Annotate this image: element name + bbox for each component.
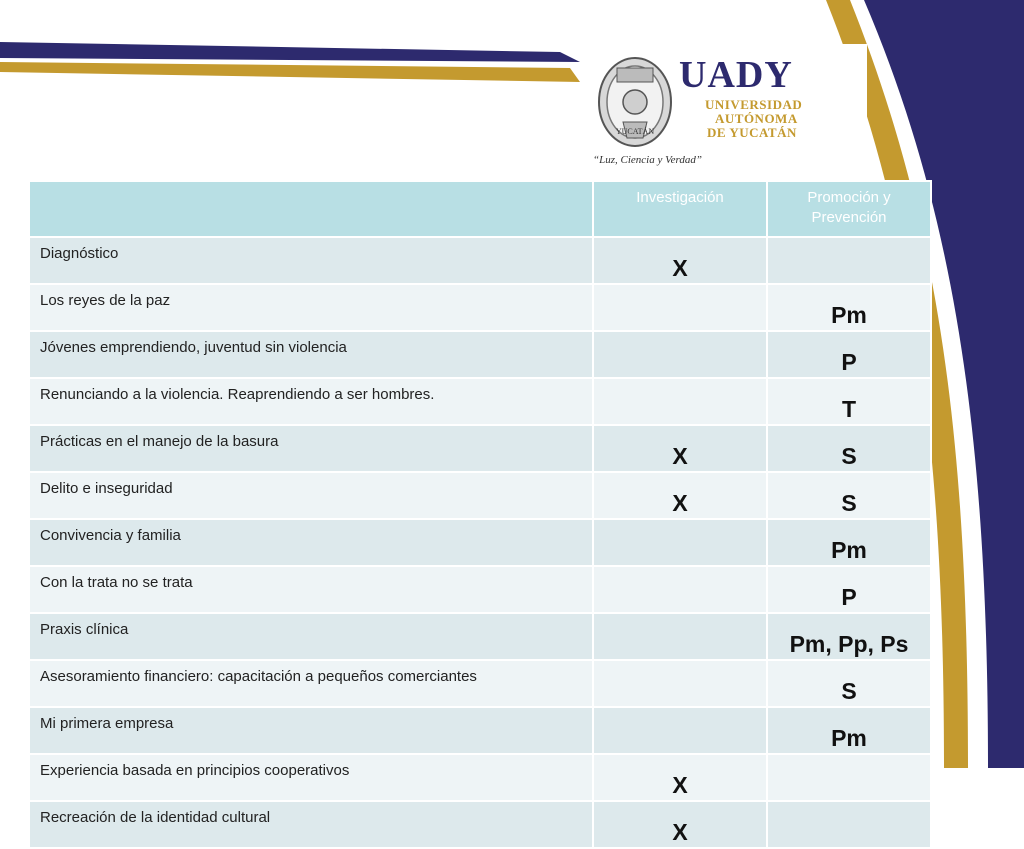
table-row [29, 754, 931, 801]
table-row [29, 801, 931, 848]
actividad-cell: Los reyes de la paz [29, 284, 593, 331]
motto: “Luz, Ciencia y Verdad” [593, 154, 702, 166]
table-row [29, 331, 931, 378]
table-row [29, 660, 931, 707]
actividad-cell: Jóvenes emprendiendo, juventud sin violencia [29, 331, 593, 378]
actividad-cell: Renunciando a la violencia. Reaprendiendo a ser hombres. [29, 378, 593, 425]
university-name-line3: DE YUCATÁN [707, 125, 797, 140]
investigacion-cell [593, 519, 767, 566]
actividad-cell: Prácticas en el manejo de la basura [29, 425, 593, 472]
promocion-cell: P [767, 331, 931, 378]
actividad-cell: Mi primera empresa [29, 707, 593, 754]
actividad-cell: Convivencia y familia [29, 519, 593, 566]
seal-text: YUCATÁN [615, 127, 655, 136]
actividad-cell: Experiencia basada en principios cooperativos [29, 754, 593, 801]
table-row [29, 284, 931, 331]
investigacion-cell: X [593, 472, 767, 519]
header-investigacion: Investigación [593, 181, 767, 237]
investigacion-cell: X [593, 754, 767, 801]
header-promocion: Promoción y Prevención [767, 181, 931, 237]
promocion-cell [767, 754, 931, 801]
table-row [29, 566, 931, 613]
investigacion-cell [593, 566, 767, 613]
table-row [29, 425, 931, 472]
investigacion-cell [593, 284, 767, 331]
investigacion-cell: X [593, 801, 767, 848]
university-seal-icon [595, 50, 675, 150]
investigacion-cell [593, 613, 767, 660]
investigacion-cell [593, 331, 767, 378]
header-actividad [29, 181, 593, 237]
promocion-cell: T [767, 378, 931, 425]
investigacion-cell [593, 378, 767, 425]
table-row [29, 707, 931, 754]
promocion-cell: S [767, 425, 931, 472]
investigacion-cell [593, 660, 767, 707]
promocion-cell [767, 801, 931, 848]
actividad-cell: Recreación de la identidad cultural [29, 801, 593, 848]
promocion-cell: Pm [767, 707, 931, 754]
actividad-cell: Diagnóstico [29, 237, 593, 284]
promocion-cell: P [767, 566, 931, 613]
university-name-line1: UNIVERSIDAD [705, 97, 803, 112]
table-row [29, 237, 931, 284]
university-name-line2: AUTÓNOMA [715, 111, 798, 126]
promocion-cell: Pm [767, 519, 931, 566]
promocion-cell: Pm [767, 284, 931, 331]
activities-table [28, 180, 932, 849]
investigacion-cell: X [593, 425, 767, 472]
actividad-cell: Praxis clínica [29, 613, 593, 660]
table-row [29, 472, 931, 519]
investigacion-cell [593, 707, 767, 754]
promocion-cell [767, 237, 931, 284]
table-row [29, 378, 931, 425]
brand-name: UADY [679, 54, 793, 96]
promocion-cell: Pm, Pp, Ps [767, 613, 931, 660]
actividad-cell: Asesoramiento financiero: capacitación a pequeños comerciantes [29, 660, 593, 707]
table-row [29, 519, 931, 566]
actividad-cell: Delito e inseguridad [29, 472, 593, 519]
investigacion-cell: X [593, 237, 767, 284]
table-header-row [29, 181, 931, 237]
table-row [29, 613, 931, 660]
promocion-cell: S [767, 472, 931, 519]
promocion-cell: S [767, 660, 931, 707]
uady-logo [587, 44, 867, 178]
actividad-cell: Con la trata no se trata [29, 566, 593, 613]
